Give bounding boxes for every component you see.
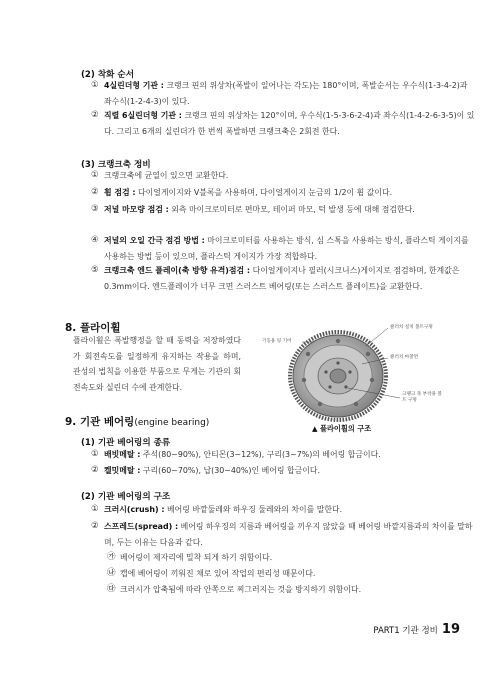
item-number: ㉮ [107, 552, 116, 562]
item-term: 저널의 오일 간극 점검 방법 : [104, 236, 205, 245]
section-crankshaft-maintenance-heading: (3) 크랭크축 정비 [81, 160, 151, 170]
clutch-bolt-holes-label: 클러치 설치 볼트구멍 [390, 325, 433, 330]
item-number: ④ [91, 235, 99, 245]
item-number: ① [91, 504, 99, 514]
list-item [91, 168, 476, 184]
figure-caption: ▲ 플라이휠의 구조 [312, 424, 372, 433]
item-text: 크랭크 핀의 위상차(폭발이 일어나는 각도)는 180°이며, 폭발순서는 우수식(1-3-4-2)과 좌수식(1-2-4-3)이 있다. [104, 81, 468, 106]
item-number: ② [91, 187, 99, 197]
section-firing-order-heading: (2) 착화 순서 [81, 70, 135, 80]
list-item [91, 108, 476, 139]
item-text: 캡에 베어링이 끼워진 채로 있어 작업의 편리성 때문이다. [120, 569, 316, 578]
bearing-structure-heading: (2) 기관 베어링의 구조 [81, 492, 171, 502]
page-footer [373, 622, 460, 637]
item-text: 다이얼게이지와 V블록을 사용하며, 다이얼게이지 눈금의 1/2이 휨 값이다. [135, 188, 393, 197]
list-item [107, 566, 476, 582]
item-number: ⑤ [91, 265, 99, 275]
item-term: 크랭크축 엔드 플레이(축 방향 유격)점검 : [104, 266, 251, 275]
list-item [107, 582, 476, 598]
list-item [91, 502, 476, 518]
item-text: 다이얼게이지나 필러(시크니스)게이지로 점검하며, 한계값은 0.3mm이다. 엔드플레이가 너무 크면 스러스트 베어링(또는 스러스트 플레이트)을 교환한다. [104, 266, 460, 291]
flywheel-paragraph: 플라이휠은 폭발행정을 할 때 동력을 저장하였다가 회전속도를 일정하게 유지하는 작용을 하며, 관성의 법칙을 이용한 부품으로 무게는 기관의 회전속도와 실린더 수에 관계한다. [73, 336, 241, 392]
item-text: 크랭크축에 균열이 있으면 교환한다. [104, 171, 229, 180]
item-number: ① [91, 170, 99, 180]
list-item [91, 447, 476, 463]
list-item [91, 519, 476, 550]
list-item [91, 263, 476, 294]
item-term: 크러시(crush) : [104, 505, 165, 514]
item-text: 베어링이 제자리에 밀착 되게 하기 위함이다. [120, 553, 273, 562]
item-term: 휨 점검 : [104, 188, 136, 197]
item-number: ② [91, 110, 99, 120]
flywheel-illustration [252, 314, 456, 438]
item-number: ㉯ [107, 568, 116, 578]
list-item [91, 185, 476, 201]
footer-part-label: PART1 기관 정비 [373, 626, 438, 636]
item-term: 켈밋메탈 : [104, 466, 141, 475]
item-text: 크랭크 핀의 위상차는 120°이며, 우수식(1-5-3-6-2-4)과 좌수식(1-4-2-6-3-5)이 있다. 그리고 6개의 실린더가 한 번씩 폭발하면 크랭크축은 2회전 한다. [104, 111, 475, 136]
item-number: ③ [91, 204, 99, 214]
item-term: 직렬 6실린더형 기관 : [104, 111, 182, 120]
item-number: ① [91, 80, 99, 90]
item-text: 주석(80~90%), 안티몬(3~12%), 구리(3~7%)의 베어링 합금이다. [140, 450, 381, 459]
section-engine-bearing-heading [65, 414, 209, 429]
item-text: 마이크로미터를 사용하는 방식, 심 스톡을 사용하는 방식, 플라스틱 게이지를 사용하는 방법 등이 있으며, 플라스틱 게이지가 가장 적합하다. [104, 236, 469, 261]
item-term: 저널 마모량 점검 : [104, 205, 169, 214]
list-item [91, 78, 476, 109]
item-term: 스프레드(spread) : [104, 522, 179, 531]
list-item [107, 550, 476, 566]
page-number: 19 [441, 622, 460, 637]
ring-gear-label: 기동용 링 기어 [262, 339, 292, 344]
item-text: 구리(60~70%), 납(30~40%)인 베어링 합금이다. [140, 466, 320, 475]
engine-bearing-title-en: (engine bearing) [134, 418, 210, 428]
item-number: ① [91, 449, 99, 459]
item-term: 4실린더형 기관 : [104, 81, 164, 90]
item-number: ② [91, 465, 99, 475]
item-number: ㉰ [107, 584, 116, 594]
section-flywheel-heading: 8. 플라이휠 [65, 322, 121, 334]
item-text: 외측 마이크로미터로 편마모, 테이퍼 마모, 턱 발생 등에 대해 점검한다. [168, 205, 415, 214]
item-number: ② [91, 521, 99, 531]
bearing-types-heading: (1) 기관 베어링의 종류 [81, 438, 171, 448]
item-text: 베어링 바깥둘레와 하우징 둘레와의 차이를 말한다. [164, 505, 343, 514]
item-text: 크러시가 압축됨에 따라 안쪽으로 찌그러지는 것을 방지하기 위함이다. [120, 585, 362, 594]
list-item [91, 233, 476, 264]
item-term: 배빗메탈 : [104, 450, 141, 459]
list-item [91, 463, 476, 479]
crank-bolt-holes-label: 크랭크 축 부착용 볼트 구멍 [402, 392, 442, 403]
list-item [91, 202, 476, 218]
flywheel-figure [252, 314, 456, 438]
item-text: 베어링 하우징의 지름과 베어링을 끼우지 않았을 때 베어링 바깥지름과의 차이를 말하며, 두는 이유는 다음과 같다. [104, 522, 473, 547]
clutch-friction-face-label: 클러치 마찰면 [390, 355, 419, 360]
engine-bearing-title: 9. 기관 베어링 [65, 416, 135, 428]
